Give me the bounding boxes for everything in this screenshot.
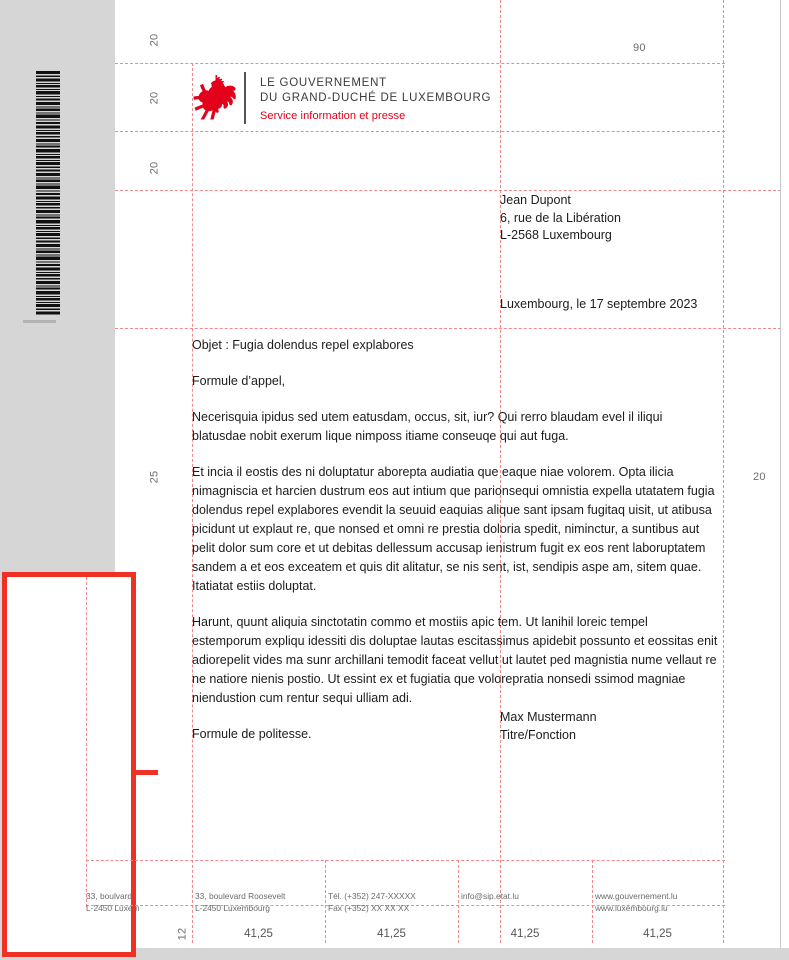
- recipient-address: [500, 192, 621, 245]
- barcode-callout-tick: [136, 770, 158, 775]
- measure-bottom-12: 12: [176, 927, 189, 941]
- measure-left-25: 25: [148, 470, 161, 484]
- subject-line: Objet : Fugia dolendus repel explabores: [192, 338, 414, 352]
- measure-top-20-b: 20: [148, 91, 161, 105]
- guide-v-right-margin: [723, 0, 724, 943]
- barcode-overlay-footer-line-1: 33, boulvard: [86, 891, 133, 901]
- measure-bottom-col-4: 41,25: [643, 928, 672, 940]
- measure-top-20-c: 20: [148, 161, 161, 175]
- letterhead: [192, 72, 491, 124]
- dateline: Luxembourg, le 17 septembre 2023: [500, 297, 698, 311]
- footer-col-3-line-1: info@sip.etat.lu: [461, 891, 519, 901]
- footer-col-2-line-1: Tél. (+352) 247-XXXXX: [328, 891, 416, 901]
- signature-name: Max Mustermann: [500, 710, 597, 724]
- footer-col-2-line-2: Fax (+352) XX XX XX: [328, 902, 410, 913]
- barcode-icon: [36, 70, 60, 315]
- footer-col-4-line-1: www.gouvernement.lu: [595, 891, 678, 901]
- measure-top-20-a: 20: [148, 33, 161, 47]
- recipient-name: Jean Dupont: [500, 193, 571, 207]
- letterhead-divider: [244, 72, 246, 124]
- paragraph-2: Et incia il eostis des ni doluptatur aborepta audiatia que eaque niae volorem. Opta ilicia nimagniscia et harcien dustrum eos aut intium que parionsequi omnistia expella utatatem fugia dolendus repel explabores evendit la seuuid eaquias alique sant ipsam fugitaq uisit, ut atibusa picidunt ut explaut re, que nonsed et omni re prestia doloria spedit, niminctur, a suntibus aut pelit dolor sum core et ut debitas dellessum accusap ienistrum fugit ex eos rent laboruptatem sandem a et eos exceatem et quis dit alitatur, se nis sent, ist, sendipis aspe am, sitem quae. Itatiatat estiis doluptat.: [192, 465, 715, 593]
- barcode-overlay-guide-h-1: [86, 860, 138, 861]
- signature-title: Titre/Fonction: [500, 727, 576, 742]
- footer-col-4-line-2: www.luxembourg.lu: [595, 902, 668, 913]
- footer-col-1-line-1: 33, boulevard Roosevelt: [195, 891, 286, 901]
- right-gutter: [781, 0, 789, 948]
- guide-h-top-margin: [115, 63, 725, 64]
- paragraph-1: Necerisquia ipidus sed utem eatusdam, occus, sit, iur? Qui rerro blaudam evel il iliqui blatusdae nobit exerum lique nimposs itiame conseuqe qui aut fuga.: [192, 410, 663, 443]
- footer-col-2: [328, 891, 416, 914]
- measure-bottom-col-3: 41,25: [510, 928, 540, 940]
- closing-line: Formule de politesse.: [192, 727, 312, 741]
- letterhead-line-3: Service information et presse: [260, 110, 406, 122]
- paragraph-3: Harunt, quunt aliquia sinctotatin commo et mostiis apic tem. Ut lanihil loreic tempel estemporum expliqu idessiti dis doluptae lautas escitassimus apidebit possunto et eossitas enit adiorepelit vides ma sunr archillani temodit faceat vellut ut lautet ped magnistia nume vellaut re ne natiore nienis postio. Ut essint ex et fugiatia que volorepratia nonsedi ssimod magniae niendustion cum rentur sequi ulliam adi.: [192, 615, 718, 705]
- barcode-overlay-footer-line-2: L-2450 Luxem: [86, 902, 140, 913]
- footer-col-1-line-2: L-2450 Luxembourg: [195, 902, 270, 913]
- letterhead-text: [260, 72, 491, 124]
- signature-block: [500, 709, 597, 744]
- footer-col-3: [461, 891, 519, 903]
- salutation: Formule d’appel,: [192, 374, 286, 388]
- barcode-overlay-guide-v: [86, 577, 87, 907]
- navigator-tick-marker: [23, 320, 56, 323]
- letterhead-line-1: LE GOUVERNEMENT: [260, 77, 387, 89]
- letter-body: [192, 336, 720, 761]
- measure-bottom-col-2: 41,25: [377, 928, 406, 940]
- measure-bottom-col-1: 41,25: [244, 928, 273, 940]
- measure-top-90: 90: [633, 42, 646, 54]
- right-page-rule: [780, 0, 781, 948]
- measure-right-20: 20: [753, 471, 766, 483]
- recipient-city: L-2568 Luxembourg: [500, 228, 612, 242]
- barcode-overlay-footer: [86, 891, 140, 914]
- guide-h-content-top: [115, 328, 781, 329]
- guide-h-logo-bottom: [115, 131, 725, 132]
- luxembourg-lion-icon: [192, 72, 238, 124]
- guide-h-footer-top: [115, 860, 725, 861]
- letterhead-line-2: DU GRAND-DUCHÉ DE LUXEMBOURG: [260, 92, 492, 104]
- guide-h-address-top: [115, 190, 781, 191]
- footer-col-4: [595, 891, 677, 914]
- recipient-street: 6, rue de la Libération: [500, 210, 621, 225]
- footer-col-1: [195, 891, 285, 914]
